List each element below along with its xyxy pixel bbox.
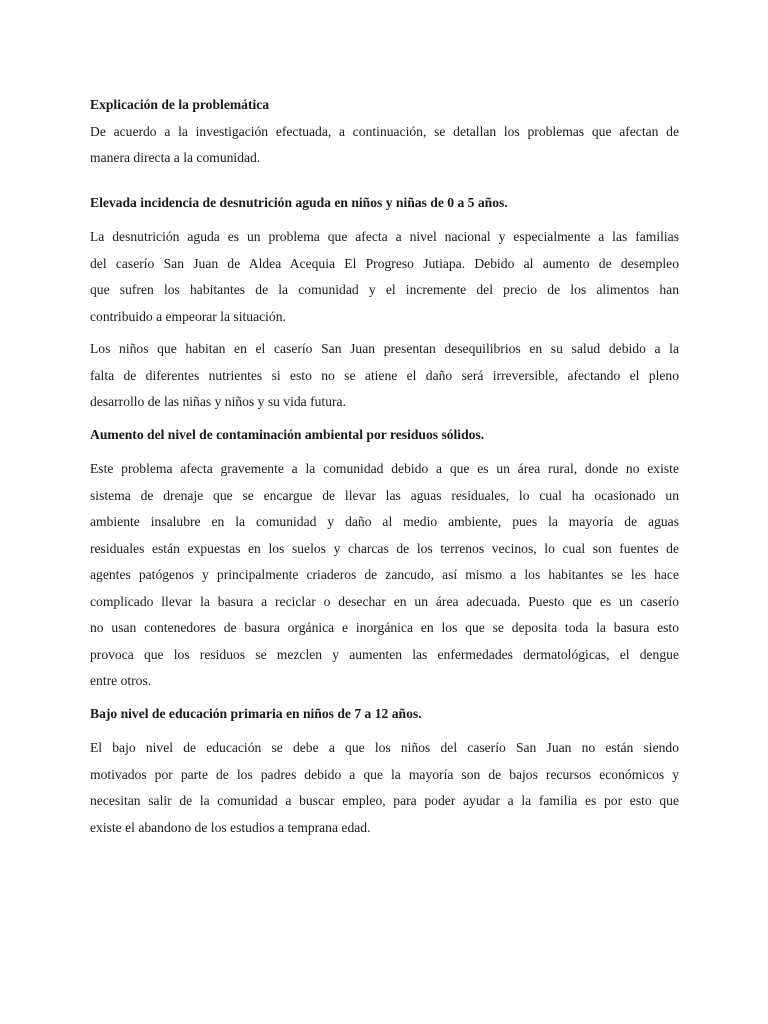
paragraph-line: sistema de drenaje que se encargue de llevar las aguas residuales, lo cual ha ocasionado un	[90, 487, 679, 503]
paragraph-line: ambiente insalubre en la comunidad y daño al medio ambiente, pues la mayoría de aguas	[90, 514, 679, 529]
paragraph-line: contribuido a empeorar la situación.	[90, 308, 286, 324]
paragraph-line: provoca que los residuos se mezclen y aumenten las enfermedades dermatológicas, el dengue	[90, 646, 679, 662]
heading-education: Bajo nivel de educación primaria en niños de 7 a 12 años.	[90, 705, 422, 721]
paragraph-line: La desnutrición aguda es un problema que afecta a nivel nacional y especialmente a las familias	[90, 229, 679, 244]
paragraph-line: falta de diferentes nutrientes si esto no se atiene el daño será irreversible, afectando el pleno	[90, 367, 679, 383]
paragraph-line: desarrollo de las niñas y niños y su vida futura.	[90, 394, 346, 409]
paragraph-line: que sufren los habitantes de la comunidad y el incremente del precio de los alimentos han	[90, 282, 679, 297]
paragraph-line: agentes patógenos y principalmente criaderos de zancudo, así mismo a los habitantes se les hace	[90, 567, 679, 582]
document-page	[90, 92, 679, 841]
paragraph-line: motivados por parte de los padres debido a que la mayoría son de bajos recursos económicos y	[90, 766, 679, 782]
paragraph-line: residuales están expuestas en los suelos y charcas de los terrenos vecinos, lo cual son fuentes de	[90, 540, 679, 556]
paragraph-education	[90, 735, 679, 841]
intro-line: De acuerdo a la investigación efectuada, a continuación, se detallan los problemas que afectan de	[90, 123, 679, 139]
heading-pollution: Aumento del nivel de contaminación ambiental por residuos sólidos.	[90, 426, 485, 442]
paragraph-line: Los niños que habitan en el caserío San Juan presentan desequilibrios en su salud debido a la	[90, 341, 679, 356]
paragraph-line: Este problema afecta gravemente a la comunidad debido a que es un área rural, donde no existe	[90, 461, 679, 476]
section-title: Explicación de la problemática	[90, 97, 270, 112]
paragraph-line: no usan contenedores de basura orgánica e inorgánica en los que se deposita toda la basura esto	[90, 620, 679, 635]
paragraph-malnutrition-2	[90, 336, 679, 416]
heading-malnutrition: Elevada incidencia de desnutrición aguda en niños y niñas de 0 a 5 años.	[90, 194, 508, 210]
paragraph-line: necesitan salir de la comunidad a buscar empleo, para poder ayudar a la familia es por esto que	[90, 793, 679, 808]
paragraph-pollution	[90, 456, 679, 695]
paragraph-line: existe el abandono de los estudios a temprana edad.	[90, 819, 371, 835]
paragraph-line: del caserío San Juan de Aldea Acequia El Progreso Jutiapa. Debido al aumento de desempleo	[90, 255, 679, 271]
paragraph-line: El bajo nivel de educación se debe a que los niños del caserío San Juan no están siendo	[90, 740, 679, 755]
paragraph-malnutrition-1	[90, 224, 679, 330]
paragraph-line: entre otros.	[90, 673, 152, 688]
intro-line: manera directa a la comunidad.	[90, 150, 261, 165]
paragraph-line: complicado llevar la basura a reciclar o desechar en un área adecuada. Puesto que es un caserío	[90, 593, 679, 609]
